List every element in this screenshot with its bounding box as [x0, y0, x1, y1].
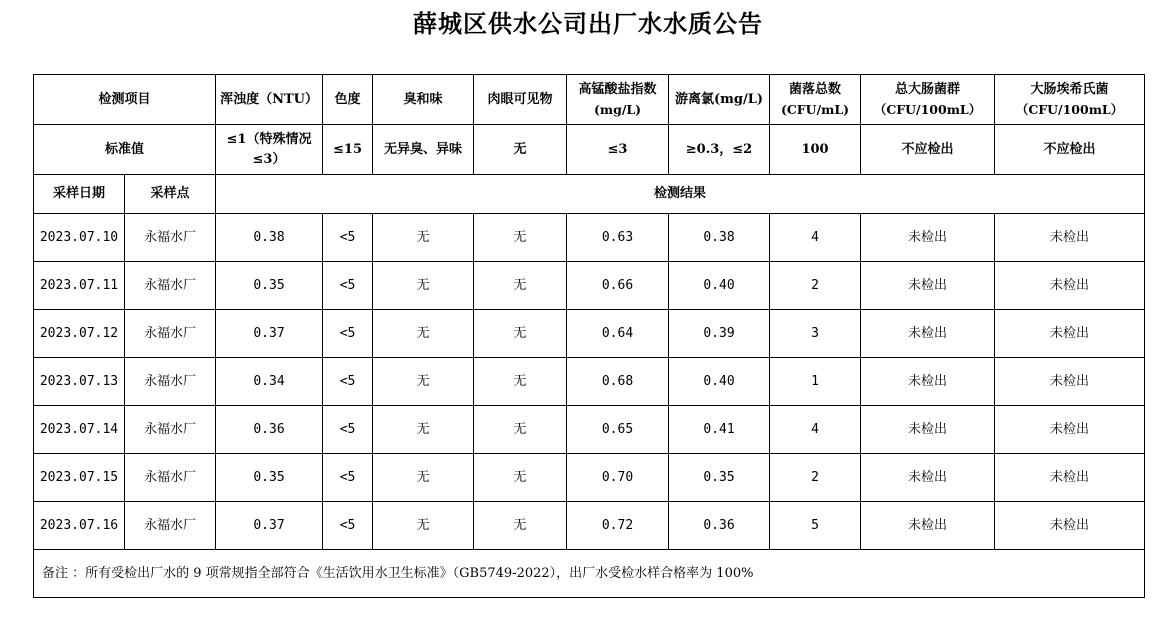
header-e-coli	[995, 75, 1145, 125]
row-date: 2023.07.11	[34, 262, 125, 310]
header-permanganate-label: 高锰酸盐指数	[578, 81, 657, 97]
row-color: <5	[323, 214, 373, 262]
standard-label: 标准值	[34, 125, 216, 175]
row-e-coli: 未检出	[995, 214, 1145, 262]
table-row	[34, 310, 1145, 358]
row-permanganate: 0.63	[567, 214, 669, 262]
row-free-chlorine: 0.36	[669, 502, 770, 550]
row-visible-matter: 无	[474, 262, 567, 310]
row-color: <5	[323, 358, 373, 406]
standard-colony-count: 100	[770, 125, 861, 175]
table-row	[34, 502, 1145, 550]
row-permanganate: 0.66	[567, 262, 669, 310]
row-total-coliforms: 未检出	[861, 262, 995, 310]
row-colony-count: 5	[770, 502, 861, 550]
row-permanganate: 0.72	[567, 502, 669, 550]
header-color	[323, 75, 373, 125]
row-total-coliforms: 未检出	[861, 502, 995, 550]
row-date: 2023.07.15	[34, 454, 125, 502]
row-site: 永福水厂	[125, 310, 216, 358]
header-permanganate-unit: (mg/L)	[593, 101, 642, 117]
row-odor: 无	[373, 454, 474, 502]
subheader-date: 采样日期	[34, 175, 125, 214]
row-date: 2023.07.14	[34, 406, 125, 454]
standard-row	[34, 125, 1145, 175]
row-e-coli: 未检出	[995, 406, 1145, 454]
header-total-coliforms-label: 总大肠菌群	[895, 81, 961, 97]
header-total-coliforms	[861, 75, 995, 125]
header-free-chlorine	[669, 75, 770, 125]
header-colony-count	[770, 75, 861, 125]
row-site: 永福水厂	[125, 262, 216, 310]
row-colony-count: 3	[770, 310, 861, 358]
standard-visible-matter: 无	[474, 125, 567, 175]
row-turbidity: 0.38	[216, 214, 323, 262]
row-total-coliforms: 未检出	[861, 310, 995, 358]
row-color: <5	[323, 502, 373, 550]
row-free-chlorine: 0.39	[669, 310, 770, 358]
row-permanganate: 0.70	[567, 454, 669, 502]
subheader-site: 采样点	[125, 175, 216, 214]
row-e-coli: 未检出	[995, 358, 1145, 406]
row-free-chlorine: 0.41	[669, 406, 770, 454]
standard-permanganate: ≤3	[567, 125, 669, 175]
row-colony-count: 2	[770, 262, 861, 310]
row-e-coli: 未检出	[995, 310, 1145, 358]
header-turbidity-label: 浑浊度（NTU）	[220, 91, 318, 107]
header-colony-count-label: 菌落总数	[789, 81, 842, 97]
row-odor: 无	[373, 262, 474, 310]
row-turbidity: 0.36	[216, 406, 323, 454]
row-odor: 无	[373, 214, 474, 262]
row-e-coli: 未检出	[995, 502, 1145, 550]
row-permanganate: 0.65	[567, 406, 669, 454]
water-quality-table	[33, 74, 1145, 598]
row-site: 永福水厂	[125, 406, 216, 454]
row-colony-count: 4	[770, 406, 861, 454]
subheader-results: 检测结果	[216, 175, 1145, 214]
header-colony-count-unit: (CFU/mL)	[780, 101, 850, 117]
header-color-label: 色度	[334, 91, 361, 107]
row-odor: 无	[373, 406, 474, 454]
row-turbidity: 0.37	[216, 310, 323, 358]
row-colony-count: 2	[770, 454, 861, 502]
row-visible-matter: 无	[474, 502, 567, 550]
row-colony-count: 4	[770, 214, 861, 262]
row-turbidity: 0.37	[216, 502, 323, 550]
row-date: 2023.07.16	[34, 502, 125, 550]
row-site: 永福水厂	[125, 358, 216, 406]
row-date: 2023.07.10	[34, 214, 125, 262]
table-row	[34, 358, 1145, 406]
header-row	[34, 75, 1145, 125]
header-visible-matter-label: 肉眼可见物	[487, 91, 553, 107]
note-row	[34, 550, 1145, 598]
header-permanganate	[567, 75, 669, 125]
row-odor: 无	[373, 358, 474, 406]
row-color: <5	[323, 262, 373, 310]
row-odor: 无	[373, 502, 474, 550]
row-site: 永福水厂	[125, 454, 216, 502]
row-total-coliforms: 未检出	[861, 454, 995, 502]
row-visible-matter: 无	[474, 358, 567, 406]
header-total-coliforms-unit: （CFU/100mL）	[873, 101, 982, 117]
row-turbidity: 0.34	[216, 358, 323, 406]
row-color: <5	[323, 406, 373, 454]
row-free-chlorine: 0.38	[669, 214, 770, 262]
table-row	[34, 214, 1145, 262]
row-visible-matter: 无	[474, 214, 567, 262]
table-row	[34, 262, 1145, 310]
row-turbidity: 0.35	[216, 262, 323, 310]
row-site: 永福水厂	[125, 214, 216, 262]
row-total-coliforms: 未检出	[861, 406, 995, 454]
row-total-coliforms: 未检出	[861, 214, 995, 262]
note-text: 备注 ：所有受检出厂水的 9 项常规指全部符合《生活饮用水卫生标准》（GB5749-2022），出厂水受检水样合格率为 100%	[34, 550, 1145, 598]
standard-color: ≤15	[323, 125, 373, 175]
header-item-cell: 检测项目	[34, 75, 216, 125]
row-free-chlorine: 0.40	[669, 262, 770, 310]
row-date: 2023.07.12	[34, 310, 125, 358]
row-e-coli: 未检出	[995, 262, 1145, 310]
row-colony-count: 1	[770, 358, 861, 406]
header-e-coli-label: 大肠埃希氏菌	[1030, 81, 1109, 97]
row-e-coli: 未检出	[995, 454, 1145, 502]
header-visible-matter	[474, 75, 567, 125]
header-odor-label: 臭和味	[403, 91, 443, 107]
row-free-chlorine: 0.40	[669, 358, 770, 406]
page-title: 薛城区供水公司出厂水水质公告	[413, 9, 763, 38]
row-permanganate: 0.64	[567, 310, 669, 358]
row-visible-matter: 无	[474, 454, 567, 502]
header-odor	[373, 75, 474, 125]
row-color: <5	[323, 310, 373, 358]
row-turbidity: 0.35	[216, 454, 323, 502]
row-date: 2023.07.13	[34, 358, 125, 406]
row-permanganate: 0.68	[567, 358, 669, 406]
table-row	[34, 454, 1145, 502]
row-free-chlorine: 0.35	[669, 454, 770, 502]
standard-odor: 无异臭、异味	[373, 125, 474, 175]
row-visible-matter: 无	[474, 310, 567, 358]
standard-free-chlorine: ≥0.3，≤2	[669, 125, 770, 175]
row-visible-matter: 无	[474, 406, 567, 454]
subheader-row	[34, 175, 1145, 214]
header-e-coli-unit: （CFU/100mL）	[1015, 101, 1124, 117]
standard-e-coli: 不应检出	[995, 125, 1145, 175]
header-turbidity	[216, 75, 323, 125]
header-free-chlorine-label: 游离氯(mg/L)	[674, 91, 764, 107]
table-row	[34, 406, 1145, 454]
row-site: 永福水厂	[125, 502, 216, 550]
row-odor: 无	[373, 310, 474, 358]
standard-total-coliforms: 不应检出	[861, 125, 995, 175]
standard-turbidity: ≤1（特殊情况≤3）	[216, 125, 323, 175]
row-color: <5	[323, 454, 373, 502]
row-total-coliforms: 未检出	[861, 358, 995, 406]
